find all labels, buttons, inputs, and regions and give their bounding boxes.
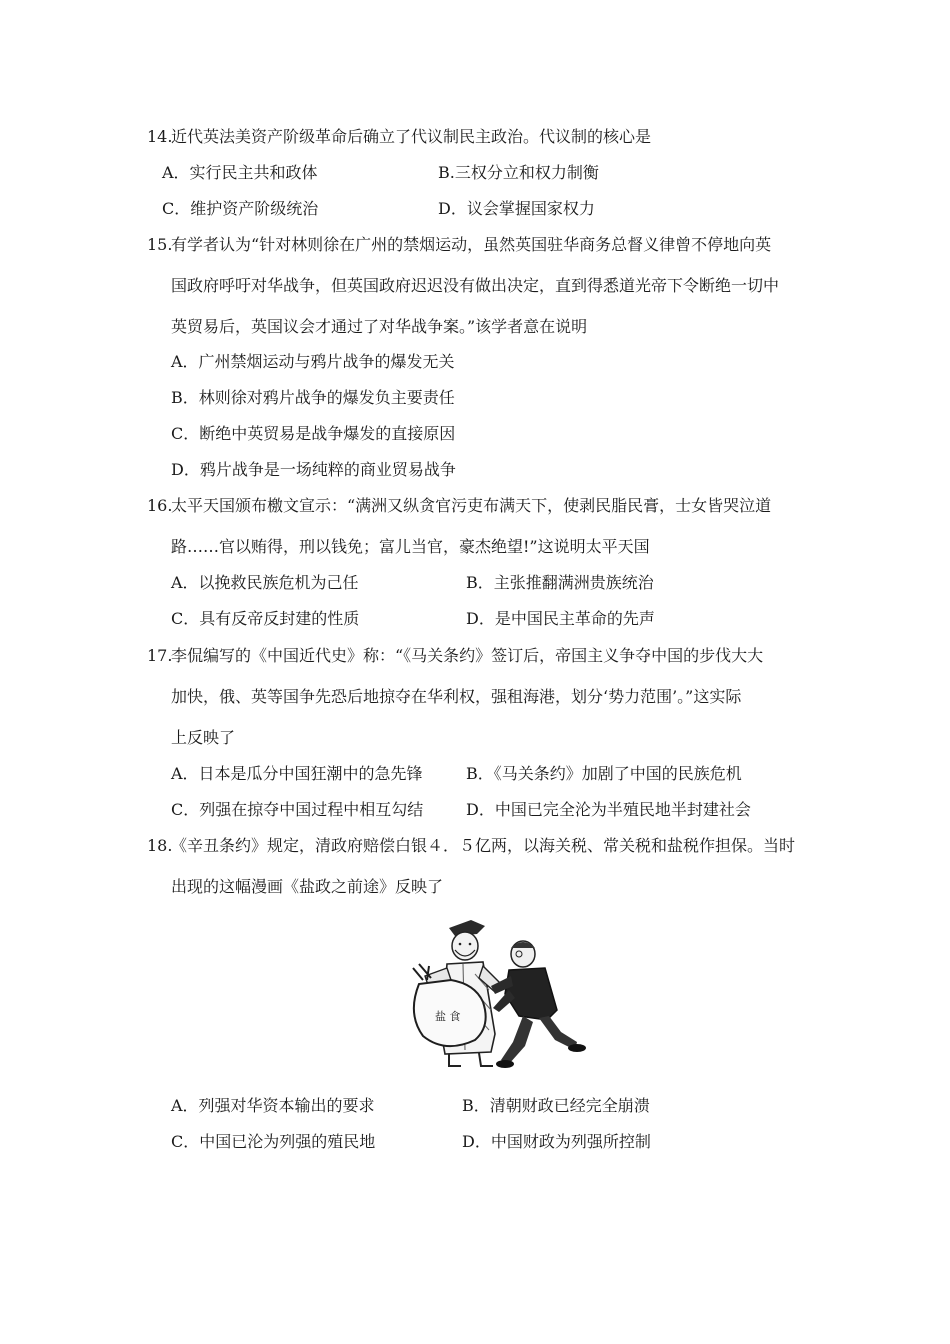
question-stem-line: 上反映了: [171, 728, 236, 747]
question-stem-line: 路……官以贿得，刑以钱免；富儿当官，豪杰绝望!”这说明太平天国: [171, 537, 650, 556]
question-stem-line: 有学者认为“针对林则徐在广州的禁烟运动，虽然英国驻华商务总督义律曾不停地向英: [171, 235, 772, 254]
question-number: 16.: [147, 496, 173, 515]
question-number: 18.: [147, 836, 173, 855]
question-number: 15.: [147, 235, 173, 254]
option-c: C．维护资产阶级统治: [162, 199, 319, 218]
question-stem-line: 太平天国颁布檄文宣示：“满洲又纵贪官污吏布满天下，使剥民脂民膏，士女皆哭泣道: [171, 496, 772, 515]
option-d: D．议会掌握国家权力: [438, 199, 595, 218]
option-d: D．鸦片战争是一场纯粹的商业贸易战争: [171, 460, 456, 479]
question-number: 17.: [147, 646, 173, 665]
option-a: A．实行民主共和政体: [162, 163, 318, 182]
option-a: A．列强对华资本输出的要求: [171, 1096, 375, 1115]
salt-policy-cartoon-image: [405, 914, 597, 1074]
option-b: B.三权分立和权力制衡: [438, 163, 599, 182]
option-c: C．具有反帝反封建的性质: [171, 609, 360, 628]
option-c: C．中国已沦为列强的殖民地: [171, 1132, 376, 1151]
question-stem-line: 李侃编写的《中国近代史》称：“《马关条约》签订后，帝国主义争夺中国的步伐大大: [171, 646, 764, 665]
option-c: C．断绝中英贸易是战争爆发的直接原因: [171, 424, 456, 443]
option-a: A．以挽救民族危机为己任: [171, 573, 359, 592]
question-stem-line: 近代英法美资产阶级革命后确立了代议制民主政治。代议制的核心是: [171, 127, 652, 146]
option-d: D．中国已完全沦为半殖民地半封建社会: [466, 800, 751, 819]
option-b: B．《马关条约》加剧了中国的民族危机: [466, 764, 742, 783]
option-d: D．中国财政为列强所控制: [462, 1132, 651, 1151]
option-c: C．列强在掠夺中国过程中相互勾结: [171, 800, 424, 819]
question-stem-line: 英贸易后，英国议会才通过了对华战争案。”该学者意在说明: [171, 317, 588, 336]
option-a: A．日本是瓜分中国狂潮中的急先锋: [171, 764, 423, 783]
foreign-man-figure: [491, 941, 586, 1068]
option-a: A．广州禁烟运动与鸦片战争的爆发无关: [171, 352, 455, 371]
question-stem-line: 《辛丑条约》规定，清政府赔偿白银４．５亿两，以海关税、常关税和盐税作担保。当时: [171, 836, 796, 855]
option-b: B．林则徐对鸦片战争的爆发负主要责任: [171, 388, 455, 407]
option-d: D．是中国民主革命的先声: [466, 609, 655, 628]
bag-label: 盐 食: [435, 1010, 461, 1023]
question-stem-line: 出现的这幅漫画《盐政之前途》反映了: [171, 877, 444, 896]
option-b: B．清朝财政已经完全崩溃: [462, 1096, 650, 1115]
question-stem-line: 国政府呼吁对华战争，但英国政府迟迟没有做出决定，直到得悉道光帝下令断绝一切中: [171, 276, 780, 295]
question-number: 14.: [147, 127, 173, 146]
question-stem-line: 加快，俄、英等国争先恐后地掠夺在华利权，强租海港，划分‘势力范围’。”这实际: [171, 687, 742, 706]
option-b: B．主张推翻满洲贵族统治: [466, 573, 654, 592]
